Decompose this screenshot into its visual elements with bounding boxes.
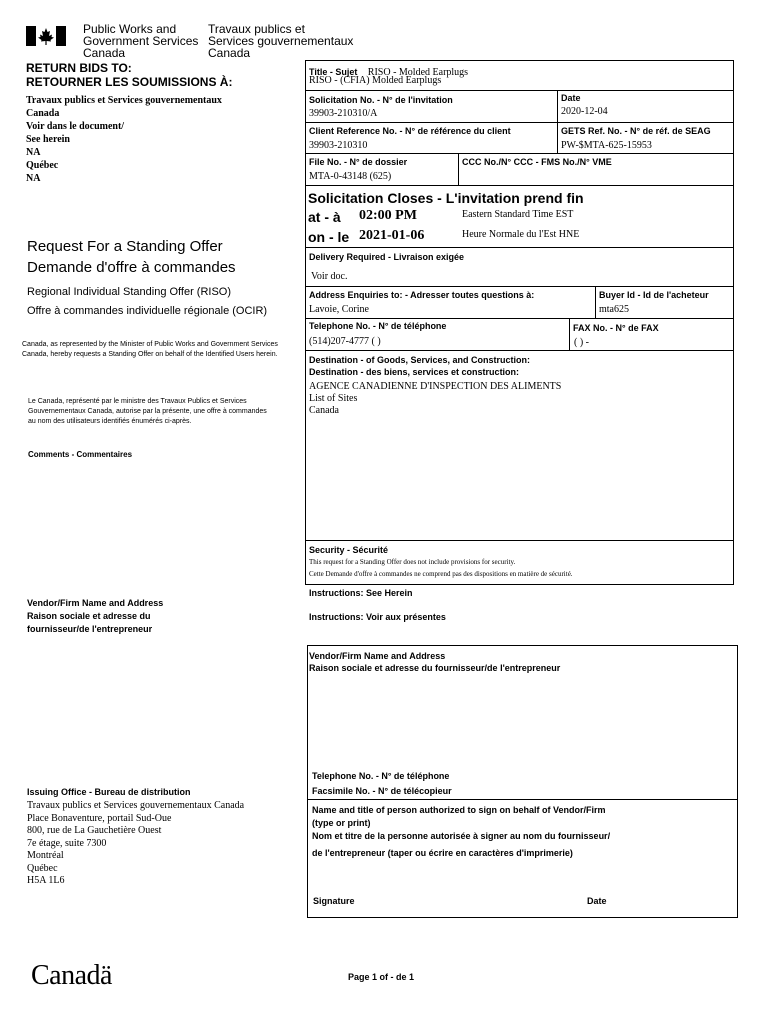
- close-date: 2021-01-06: [359, 228, 425, 243]
- return-bids-title: [26, 61, 232, 89]
- dept-fr-line: Services gouvernementaux: [208, 34, 354, 48]
- delivery-value: Voir doc.: [311, 271, 348, 282]
- form-col-divider: [569, 318, 570, 350]
- date-value: 2020-12-04: [561, 106, 608, 117]
- form-divider: [305, 90, 733, 91]
- title-value-2: RISO - (CFIA) Molded Earplugs: [309, 75, 442, 86]
- destination-label-en: Destination - of Goods, Services, and Construction:: [309, 355, 531, 365]
- buyer-label: Buyer Id - Id de l'acheteur: [599, 290, 709, 300]
- address-line: Travaux publics et Services gouvernementaux: [26, 95, 222, 106]
- address-line: NA: [26, 173, 41, 184]
- dept-fr-line: Canada: [208, 46, 251, 60]
- address-line: Voir dans le document/: [26, 121, 125, 132]
- vendor-fax-label: Facsimile No. - N° de télécopieur: [312, 786, 452, 796]
- request-paragraph-fr: Le Canada, représenté par le ministre des Travaux Publics et Services Gouvernementaux Canada, autorise par la présente, une offre à commandes au nom des utilisateurs identifiés énumérés ci-après.: [28, 398, 267, 425]
- buyer-value: mta625: [599, 304, 629, 315]
- instructions-en: Instructions: See Herein: [309, 588, 413, 598]
- form-border-left: [305, 60, 306, 585]
- address-line: Montréal: [27, 850, 64, 861]
- vendor-label-left: [27, 597, 163, 636]
- enquiries-value: Lavoie, Corine: [309, 304, 369, 315]
- form-col-divider: [557, 90, 558, 153]
- destination-lines: [309, 381, 561, 417]
- address-line: Québec: [26, 160, 59, 171]
- address-line: 800, rue de La Gauchetière Ouest: [27, 825, 162, 836]
- address-line: Québec: [27, 862, 58, 874]
- vendor-box-label-2: Raison sociale et adresse du fournisseur/de l'entrepreneur: [309, 663, 561, 673]
- dept-en-line: Public Works and: [83, 22, 177, 36]
- delivery-label: Delivery Required - Livraison exigée: [309, 252, 465, 262]
- fax-label: FAX No. - N° de FAX: [573, 323, 659, 333]
- signatory-line: (type or print): [312, 818, 371, 828]
- department-name-fr: [208, 23, 353, 59]
- request-title: [27, 236, 236, 278]
- issuing-office-label: Issuing Office - Bureau de distribution: [27, 787, 191, 797]
- solicitation-label: Solicitation No. - N° de l'invitation: [309, 95, 453, 105]
- security-label: Security - Sécurité: [309, 545, 389, 555]
- request-title-fr: Demande d'offre à commandes: [27, 259, 236, 276]
- timezone-fr: Heure Normale du l'Est HNE: [462, 229, 580, 240]
- ccc-label: CCC No./N° CCC - FMS No./N° VME: [462, 157, 612, 167]
- vendor-phone-label: Telephone No. - N° de téléphone: [312, 771, 450, 781]
- dept-en-line: Canada: [83, 46, 126, 60]
- address-line: Canada: [26, 108, 60, 119]
- solicitation-value: 39903-210310/A: [309, 108, 378, 119]
- signature-date-label: Date: [587, 896, 607, 906]
- fax-value: ( ) -: [574, 337, 589, 348]
- at-label: at - à: [308, 209, 341, 225]
- signatory-line: Name and title of person authorized to sign on behalf of Vendor/Firm: [312, 805, 606, 815]
- return-bids-address: [26, 94, 222, 185]
- request-paragraph-en: Canada, as represented by the Minister of Public Works and Government Services Canada, hereby requests a Standing Offer on behalf of the Identified Users herein.: [22, 341, 278, 358]
- form-divider: [305, 350, 733, 351]
- file-label: File No. - N° de dossier: [309, 157, 408, 167]
- request-subtitle-fr: Offre à commandes individuelle régionale (OCIR): [27, 305, 268, 317]
- signature-label: Signature: [313, 896, 355, 906]
- page-number: Page 1 of - de 1: [348, 972, 415, 982]
- address-line: See herein: [26, 134, 70, 145]
- client-ref-label: Client Reference No. - N° de référence du client: [309, 126, 511, 136]
- return-bids-title-en: RETURN BIDS TO:: [26, 61, 132, 75]
- dept-fr-line: Travaux publics et: [208, 22, 305, 36]
- signatory-label: [312, 804, 610, 860]
- title-label: Title - Sujet: [309, 67, 358, 77]
- dept-en-line: Government Services: [83, 34, 199, 48]
- form-divider: [305, 247, 733, 248]
- form-border-bottom: [305, 584, 734, 585]
- client-ref-value: 39903-210310: [309, 140, 368, 151]
- address-line: Travaux publics et Services gouvernementaux Canada: [27, 800, 245, 811]
- address-line: 7e étage, suite 7300: [27, 837, 107, 849]
- file-value: MTA-0-43148 (625): [309, 171, 392, 182]
- vendor-label-line: fournisseur/de l'entrepreneur: [27, 624, 153, 634]
- form-divider: [305, 286, 733, 287]
- gets-value: PW-$MTA-625-15953: [561, 140, 652, 151]
- form-border-top: [305, 60, 733, 61]
- return-bids-title-fr: RETOURNER LES SOUMISSIONS À:: [26, 75, 233, 89]
- vendor-label-line: Vendor/Firm Name and Address: [27, 598, 164, 608]
- destination-label-fr: Destination - des biens, services et construction:: [309, 367, 520, 377]
- comments-label: Comments - Commentaires: [28, 450, 133, 459]
- phone-value: (514)207-4777 ( ): [309, 336, 381, 347]
- canada-flag-icon: [26, 26, 66, 46]
- security-text-fr: Cette Demande d'offre à commandes ne comprend pas des dispositions en matière de sécurité.: [309, 570, 573, 578]
- address-line: Place Bonaventure, portail Sud-Oue: [27, 812, 172, 824]
- signatory-line: Nom et titre de la personne autorisée à signer au nom du fournisseur/: [312, 831, 611, 841]
- form-divider: [305, 122, 733, 123]
- request-title-en: Request For a Standing Offer: [27, 238, 223, 255]
- address-line: H5A 1L6: [27, 875, 65, 886]
- form-col-divider: [595, 286, 596, 318]
- phone-label: Telephone No. - N° de téléphone: [309, 321, 447, 331]
- instructions-fr: Instructions: Voir aux présentes: [309, 612, 446, 622]
- on-label: on - le: [308, 229, 350, 245]
- address-line: NA: [26, 147, 41, 158]
- request-subtitle-en: Regional Individual Standing Offer (RISO): [27, 286, 232, 298]
- vendor-box-divider: [307, 799, 738, 800]
- form-divider: [305, 185, 733, 186]
- title-value-1: RISO - Molded Earplugs: [367, 67, 469, 78]
- department-name-en: [83, 23, 198, 59]
- security-text-en: This request for a Standing Offer does not include provisions for security.: [309, 558, 516, 566]
- form-border-right: [733, 60, 734, 585]
- form-divider: [305, 318, 733, 319]
- timezone-en: Eastern Standard Time EST: [462, 209, 574, 220]
- enquiries-label: Address Enquiries to: - Adresser toutes questions à:: [309, 290, 535, 300]
- request-subtitle: [27, 283, 267, 321]
- canada-wordmark: Canadä: [31, 960, 112, 991]
- destination-line: Canada: [309, 405, 339, 416]
- form-divider: [305, 153, 733, 154]
- issuing-office-address: [27, 800, 244, 888]
- vendor-box-label-1: Vendor/Firm Name and Address: [309, 651, 446, 661]
- destination-line: AGENCE CANADIENNE D'INSPECTION DES ALIMENTS: [309, 381, 562, 392]
- close-time: 02:00 PM: [359, 208, 417, 223]
- signatory-line: de l'entrepreneur (taper ou écrire en caractères d'imprimerie): [312, 848, 573, 858]
- form-col-divider: [458, 153, 459, 185]
- form-divider: [305, 540, 733, 541]
- closes-label: Solicitation Closes - L'invitation prend fin: [308, 190, 584, 206]
- date-label: Date: [561, 93, 581, 103]
- destination-line: List of Sites: [309, 393, 358, 404]
- gets-label: GETS Ref. No. - N° de réf. de SEAG: [561, 126, 711, 136]
- vendor-label-line: Raison sociale et adresse du: [27, 611, 151, 621]
